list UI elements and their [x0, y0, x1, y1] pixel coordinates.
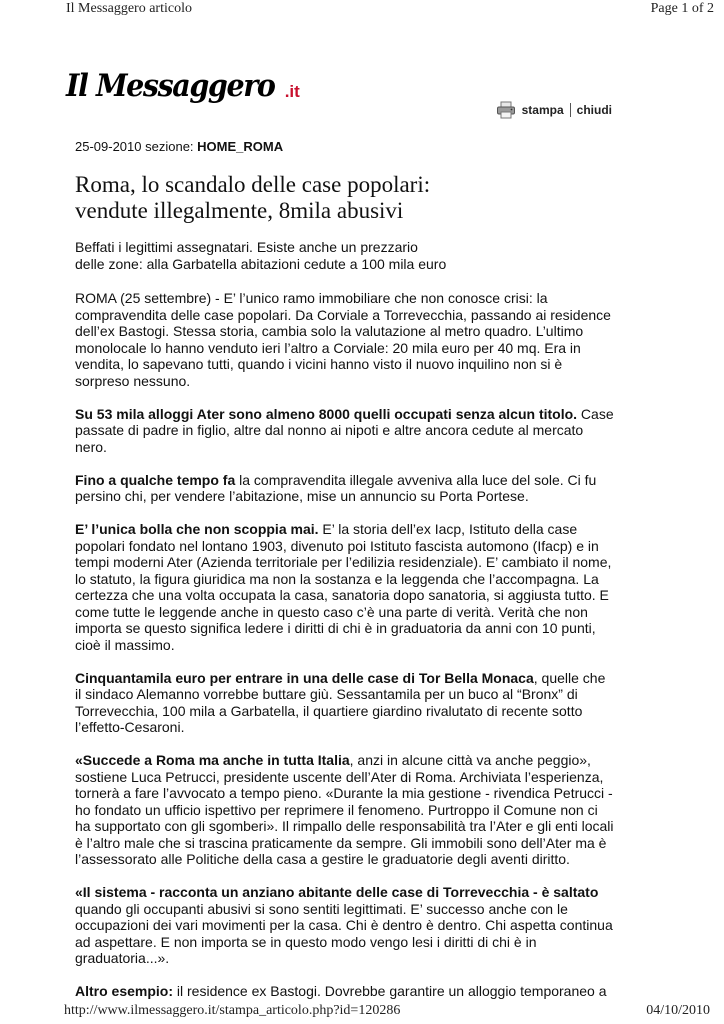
paragraph-lead: «Succede a Roma ma anche in tutta Italia: [75, 752, 350, 768]
paragraph: [75, 290, 615, 389]
article-subtitle: [75, 239, 675, 273]
paragraph-text: quando gli occupanti abusivi si sono sentiti legittimati. E’ successo anche con le occupazioni dei vari movimenti per la casa. Chi è dentro è dentro. Chi aspetta continua ad aspettare. E non importa se in questo modo vengo lesi i diritti di chi è in graduatoria...».: [75, 900, 613, 966]
close-link[interactable]: chiudi: [576, 103, 612, 117]
paragraph-text: E’ la storia dell’ex Iacp, Istituto della case popolari fondato nel lontano 1903, divenuto poi Istituto fascista automono (Ifacp) e in tempi moderni Ater (Azienda territoriale per l’edilizia residenziale). E’ cambiato il nome, lo statuto, la figura giuridica ma non la sostanza e la leggenda che l’accompagna. La certezza che una volta occupata la casa, sanatoria dopo sanatoria, si aggiusta tutto. E come tutte le leggende anche in questo caso c’è una parte di verità. Verità che non importa se questo significa ledere i diritti di chi è in graduatoria da anni con 10 punti, cioè il massimo.: [75, 521, 612, 653]
article-body: [75, 290, 615, 1016]
print-link[interactable]: stampa: [521, 103, 564, 117]
page-number: Page 1 of 2: [650, 1, 714, 16]
paragraph-text: ROMA (25 settembre) - E’ l’unico ramo immobiliare che non conosce crisi: la compravendita delle case popolari. Da Corviale a Torrevecchia, passando ai residence dell’ex Bastogi. Stessa storia, cambia solo la valutazione al metro quadro. L’ultimo monolocale lo hanno venduto ieri l’altro a Corviale: 20 mila euro per 40 mq. Era in vendita, lo sapevano tutti, quando i vicini hanno visto il nuovo inquilino non si è sorpreso nessuno.: [75, 290, 611, 389]
article-toolbar: [496, 101, 612, 119]
page-header-title: Il Messaggero articolo: [66, 1, 192, 16]
title-line-1: Roma, lo scandalo delle case popolari:: [75, 172, 431, 197]
subtitle-line-1: Beffati i legittimi assegnatari. Esiste anche un prezzario: [75, 239, 418, 255]
paragraph-lead: Altro esempio:: [75, 983, 174, 999]
toolbar-divider: [570, 103, 571, 117]
logo-wordmark: Il Messaggero: [66, 68, 275, 104]
paragraph-text: , anzi in alcune città va anche peggio», sostiene Luca Petrucci, presidente uscente dell’Ater di Roma. Archiviata l’esperienza, tornerà a fare l’avvocato a tempo pieno. «Durante la mia gestione - rivendica Petrucci - ho fondato un ufficio ispettivo per reprimere il fenomeno. Purtroppo il Comune non ci ha supportato con gli sgomberi». Il rimpallo delle responsabilità tra l’Ater e gli enti locali è l’altro male che si trascina praticamente da sempre. Gli immobili sono dell’Ater ma è l’assessorato alle Politiche della casa a gestire le graduatorie degli aventi diritto.: [75, 752, 614, 867]
paragraph-text: il residence ex Bastogi. Dovrebbe garantire un alloggio temporaneo a: [173, 983, 607, 999]
print-date: 04/10/2010: [646, 1003, 710, 1018]
page-url[interactable]: http://www.ilmessaggero.it/stampa_articolo.php?id=120286: [64, 1003, 401, 1018]
paragraph: [75, 752, 615, 868]
section-label: sezione:: [145, 139, 194, 154]
paragraph-lead: Su 53 mila alloggi Ater sono almeno 8000 quelli occupati senza alcun titolo.: [75, 405, 578, 422]
paragraph-text: Case passate di padre in figlio, altre dal nonno ai nipoti e altre ancora cedute al mercato nero.: [75, 405, 614, 455]
paragraph: [75, 884, 615, 967]
paragraph: [75, 983, 615, 1000]
article-meta: [75, 139, 283, 154]
title-line-2: vendute illegalmente, 8mila abusivi: [75, 198, 404, 223]
printer-icon[interactable]: [496, 101, 516, 119]
paragraph-text: la compravendita illegale avveniva alla luce del sole. Ci fu persino chi, per vendere l’abitazione, mise un annuncio su Porta Portese.: [75, 471, 597, 504]
paragraph-text: , quelle che il sindaco Alemanno vorrebbe buttare giù. Sessantamila per un buco al “Bronx” di Torrevecchia, 100 mila a Garbatella, il quartiere giardino rivalutato di recente sotto l’effetto-Cesaroni.: [75, 669, 606, 735]
paragraph-lead: «Il sistema - racconta un anziano abitante delle case di Torrevecchia - è saltato: [75, 884, 599, 900]
paragraph: [75, 406, 615, 456]
paragraph: [75, 521, 615, 653]
paragraph: [75, 472, 615, 505]
logo-suffix: .it: [284, 82, 300, 101]
section-name: HOME_ROMA: [197, 139, 284, 154]
subtitle-line-2: delle zone: alla Garbatella abitazioni cedute a 100 mila euro: [75, 256, 447, 272]
paragraph: [75, 670, 615, 736]
newspaper-logo: [66, 62, 300, 102]
paragraph-lead: Cinquantamila euro per entrare in una delle case di Tor Bella Monaca: [75, 669, 534, 686]
paragraph-lead: Fino a qualche tempo fa: [75, 471, 236, 488]
article-date: 25-09-2010: [75, 139, 142, 154]
article-title: [75, 172, 675, 224]
paragraph-lead: E’ l’unica bolla che non scoppia mai.: [75, 521, 319, 537]
